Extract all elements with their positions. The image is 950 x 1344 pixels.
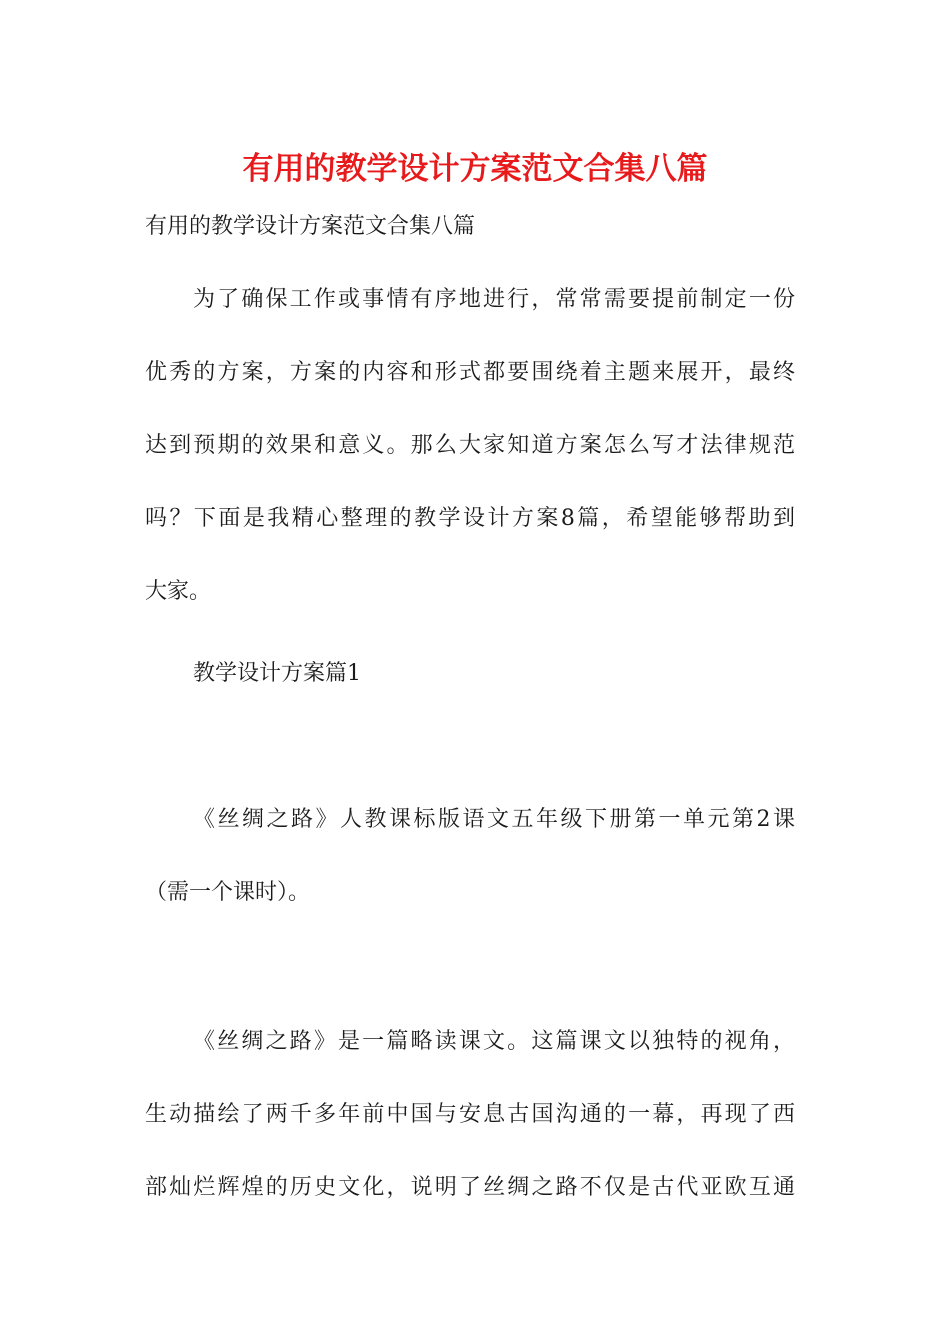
paragraph-line: 部灿烂辉煌的历史文化，说明了丝绸之路不仅是古代亚欧互通 [145,1175,795,1200]
document-subtitle: 有用的教学设计方案范文合集八篇 [145,214,476,239]
paragraph-line: 《丝绸之路》是一篇略读课文。这篇课文以独特的视角， [193,1029,795,1054]
paragraph-line: （需一个课时）。 [145,880,311,905]
paragraph-line: 大家。 [145,579,212,604]
intro-paragraph [145,280,795,645]
paragraph-line: 吗？下面是我精心整理的教学设计方案8篇，希望能够帮助到 [145,506,795,531]
paragraph-line: 《丝绸之路》人教课标版语文五年级下册第一单元第2课 [193,807,795,832]
analysis-paragraph [145,1022,795,1241]
paragraph-line: 优秀的方案，方案的内容和形式都要围绕着主题来展开，最终 [145,360,795,385]
paragraph-line: 生动描绘了两千多年前中国与安息古国沟通的一幕，再现了西 [145,1102,795,1127]
section-heading: 教学设计方案篇1 [193,661,361,686]
lesson-paragraph [145,800,795,946]
paragraph-line: 达到预期的效果和意义。那么大家知道方案怎么写才法律规范 [145,433,795,458]
document-title: 有用的教学设计方案范文合集八篇 [242,151,708,187]
paragraph-line: 为了确保工作或事情有序地进行，常常需要提前制定一份 [193,287,795,312]
